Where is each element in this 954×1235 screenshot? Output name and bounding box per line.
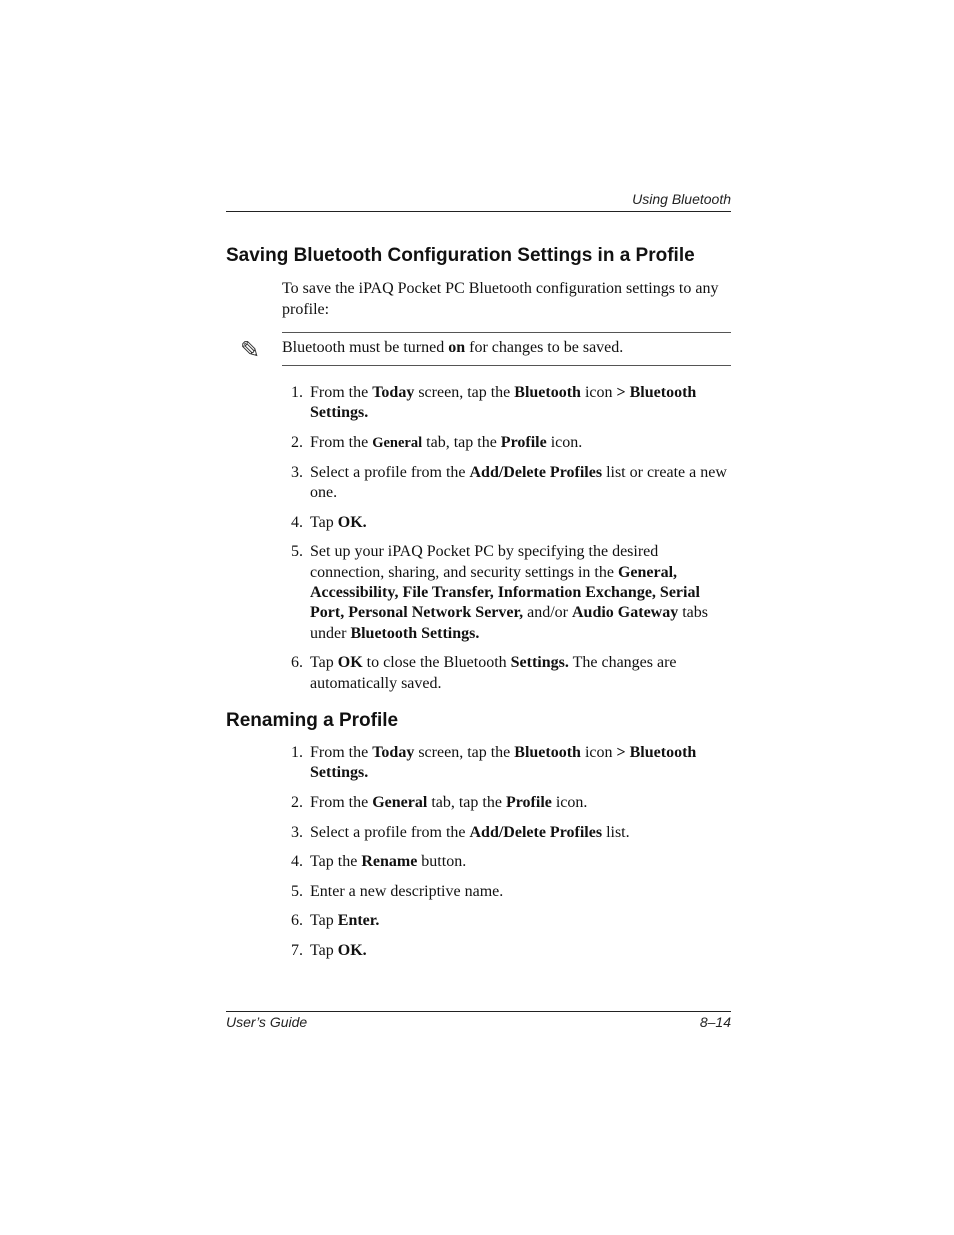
step-number: 6.	[291, 654, 303, 672]
step-bold: Audio Gateway	[572, 604, 679, 622]
step-text: icon	[580, 384, 617, 401]
step-text: Select a profile from the	[310, 823, 470, 841]
step-number: 4.	[291, 513, 303, 531]
step-bold: General	[372, 794, 428, 811]
step-bold: Bluetooth	[514, 744, 581, 761]
step-text: and/or	[523, 604, 572, 622]
section-heading-renaming-profile: Renaming a Profile	[226, 710, 399, 731]
step-bold: > Bluetooth Settings.	[310, 744, 697, 782]
step-text: screen, tap the	[414, 744, 515, 761]
step-bold: Profile	[505, 794, 552, 811]
step-bold: General, Accessibility, File Transfer, Information Exchange, Serial Port, Personal Network Server,	[310, 563, 700, 622]
step-bold: Rename	[361, 853, 418, 871]
running-header: Using Bluetooth	[632, 191, 731, 207]
step-text: Tap	[310, 941, 338, 959]
list-item	[282, 911, 731, 931]
step-text: to close the Bluetooth	[362, 654, 511, 672]
step-bold: OK.	[337, 513, 367, 531]
step-text: tabs under	[310, 604, 709, 642]
step-text: list.	[602, 823, 630, 841]
footer-rule	[226, 1011, 731, 1012]
step-text: icon	[580, 744, 617, 761]
step-text: button.	[417, 853, 467, 871]
section-heading-saving-profile: Saving Bluetooth Configuration Settings in a Profile	[226, 245, 695, 266]
step-text: Tap	[310, 654, 338, 672]
step-bold: Profile	[500, 434, 547, 451]
intro-paragraph: To save the iPAQ Pocket PC Bluetooth configuration settings to any profile:	[282, 280, 719, 318]
note-text-part: for changes to be saved.	[465, 339, 624, 356]
step-number: 5.	[291, 882, 303, 900]
step-number: 2.	[291, 794, 303, 811]
step-number: 7.	[291, 941, 303, 959]
step-text: icon.	[546, 434, 583, 451]
step-text: Enter a new descriptive name.	[310, 882, 504, 900]
step-text: screen, tap the	[414, 384, 515, 401]
step-number: 3.	[291, 463, 303, 481]
step-text: Select a profile from the	[310, 463, 470, 481]
list-item	[282, 882, 731, 902]
step-bold: General	[372, 435, 423, 451]
header-rule	[226, 211, 731, 212]
list-item	[282, 852, 731, 872]
step-bold: Enter.	[337, 912, 380, 930]
step-number: 1.	[291, 744, 303, 761]
step-bold: Bluetooth Settings.	[350, 624, 480, 642]
step-number: 3.	[291, 823, 303, 841]
step-text: The changes are automatically saved.	[310, 654, 677, 692]
step-bold: OK.	[337, 941, 367, 959]
step-bold: OK	[337, 654, 363, 672]
list-item	[282, 542, 731, 644]
steps-list-renaming	[282, 743, 731, 971]
step-number: 4.	[291, 853, 303, 871]
footer-guide-title: User’s Guide	[226, 1014, 308, 1030]
step-bold: > Bluetooth Settings.	[310, 384, 697, 422]
steps-list-saving	[282, 383, 731, 703]
step-bold: Bluetooth	[514, 384, 581, 401]
step-text: Tap	[310, 513, 338, 531]
list-item	[282, 653, 731, 694]
footer-page-number: 8–14	[699, 1014, 731, 1030]
step-text: From the	[310, 744, 373, 761]
step-bold: Add/Delete Profiles	[469, 823, 603, 841]
step-text: From the	[310, 434, 373, 451]
list-item	[282, 743, 731, 784]
step-number: 5.	[291, 543, 303, 561]
step-text: icon.	[551, 794, 588, 811]
step-text: tab, tap the	[422, 434, 501, 451]
pencil-icon: ✎	[240, 336, 261, 364]
step-number: 2.	[291, 434, 303, 451]
step-bold: Today	[372, 384, 415, 401]
step-text: list or create a new one.	[310, 463, 727, 501]
step-text: tab, tap the	[427, 794, 506, 811]
step-number: 1.	[291, 384, 303, 401]
step-bold: Add/Delete Profiles	[469, 463, 603, 481]
step-text: Set up your iPAQ Pocket PC by specifying the desired connection, sharing, and security settings in the	[310, 543, 659, 581]
note-text	[282, 339, 623, 357]
note-text-emphasis: on	[448, 339, 466, 356]
note-text-part: Bluetooth must be turned	[282, 339, 449, 356]
list-item	[282, 823, 731, 843]
step-text: Tap the	[310, 853, 362, 871]
step-text: From the	[310, 384, 373, 401]
step-text: From the	[310, 794, 373, 811]
list-item	[282, 513, 731, 533]
list-item	[282, 463, 731, 504]
step-bold: Today	[372, 744, 415, 761]
step-bold: Settings.	[510, 654, 569, 672]
note-rule-bottom	[282, 365, 731, 366]
step-number: 6.	[291, 912, 303, 930]
step-text: Tap	[310, 912, 338, 930]
list-item	[282, 793, 731, 813]
list-item	[282, 383, 731, 424]
note-rule-top	[282, 332, 731, 333]
list-item	[282, 941, 731, 961]
list-item	[282, 433, 731, 453]
